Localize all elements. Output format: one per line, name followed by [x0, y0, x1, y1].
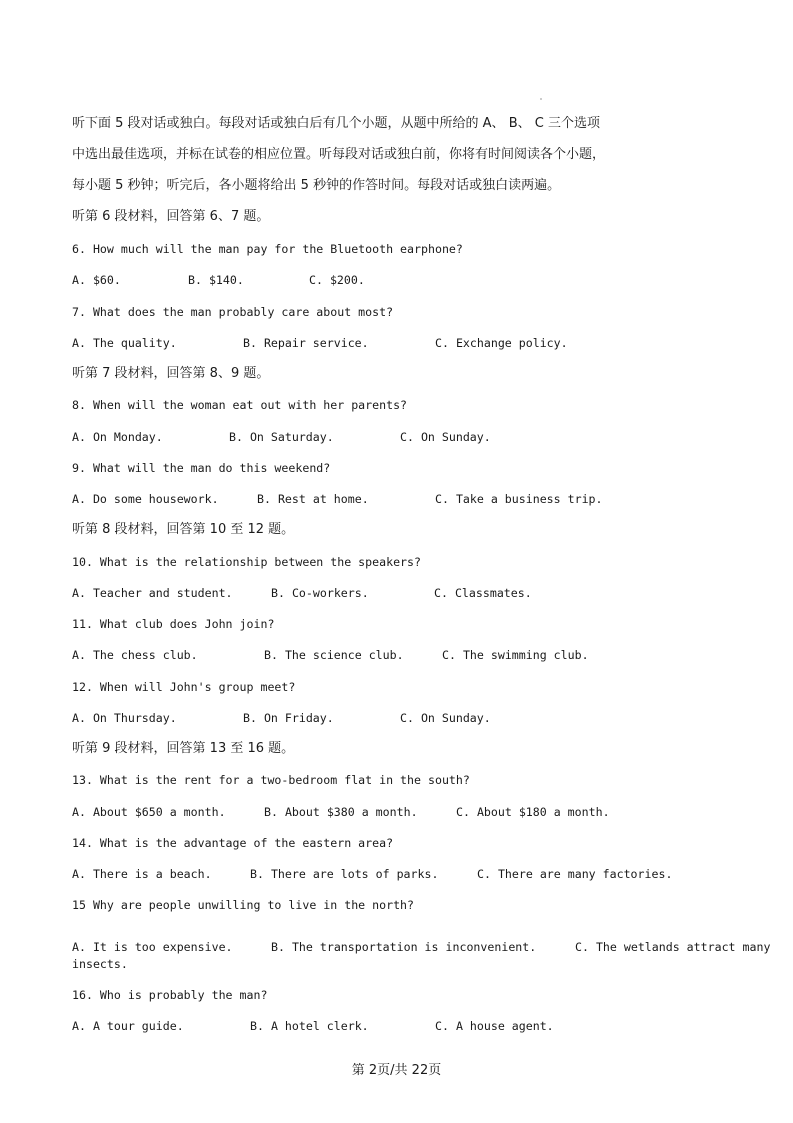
option-a: A. The quality. — [72, 336, 177, 350]
intro-line-3: 每小题 5 秒钟；听完后，各小题将给出 5 秒钟的作答时间。每段对话或独白读两遍。 — [72, 178, 561, 193]
option-b: B. A hotel clerk. — [250, 1019, 369, 1033]
option-c: C. Exchange policy. — [435, 336, 568, 350]
option-c-continuation: insects. — [72, 957, 128, 971]
option-a: A. On Monday. — [72, 430, 163, 444]
intro-line-2: 中选出最佳选项，并标在试卷的相应位置。听每段对话或独白前，你将有时间阅读各个小题， — [72, 147, 606, 162]
section-heading: 听第 8 段材料，回答第 10 至 12 题。 — [72, 522, 295, 537]
option-a: A. Teacher and student. — [72, 586, 233, 600]
question-10: 10. What is the relationship between the speakers? — [72, 555, 422, 569]
question-15: 15 Why are people unwilling to live in the north? — [72, 898, 415, 912]
option-c: C. About $180 a month. — [456, 805, 610, 819]
option-c: C. The wetlands attract many — [575, 940, 771, 954]
section-heading: 听第 6 段材料，回答第 6、7 题。 — [72, 209, 270, 224]
question-7: 7. What does the man probably care about most? — [72, 305, 394, 319]
option-a: A. The chess club. — [72, 648, 198, 662]
option-a: A. $60. — [72, 273, 121, 287]
option-c: C. On Sunday. — [400, 430, 491, 444]
question-8: 8. When will the woman eat out with her parents? — [72, 398, 408, 412]
option-a: A. There is a beach. — [72, 867, 212, 881]
option-b: B. On Friday. — [243, 711, 334, 725]
option-c: C. On Sunday. — [400, 711, 491, 725]
option-c: C. There are many factories. — [477, 867, 673, 881]
question-12: 12. When will John's group meet? — [72, 680, 296, 694]
option-b: B. There are lots of parks. — [250, 867, 439, 881]
option-b: B. Repair service. — [243, 336, 369, 350]
section-heading: 听第 9 段材料，回答第 13 至 16 题。 — [72, 741, 295, 756]
option-a: A. A tour guide. — [72, 1019, 184, 1033]
intro-line-1: 听下面 5 段对话或独白。每段对话或独白后有几个小题，从题中所给的 A、 B、 C 三个选项 — [72, 116, 600, 131]
question-13: 13. What is the rent for a two-bedroom flat in the south? — [72, 773, 470, 787]
option-c: C. The swimming club. — [442, 648, 589, 662]
option-c: C. Classmates. — [434, 586, 532, 600]
option-c: C. $200. — [309, 273, 365, 287]
option-b: B. The science club. — [264, 648, 404, 662]
option-c: C. Take a business trip. — [435, 492, 603, 506]
section-heading: 听第 7 段材料，回答第 8、9 题。 — [72, 366, 270, 381]
question-6: 6. How much will the man pay for the Bluetooth earphone? — [72, 242, 463, 256]
option-b: B. The transportation is inconvenient. — [271, 940, 537, 954]
option-a: A. Do some housework. — [72, 492, 219, 506]
option-a: A. On Thursday. — [72, 711, 177, 725]
option-b: B. Rest at home. — [257, 492, 369, 506]
question-16: 16. Who is probably the man? — [72, 988, 268, 1002]
option-a: A. About $650 a month. — [72, 805, 226, 819]
page-number: 第 2页/共 22页 — [351, 1063, 442, 1078]
question-11: 11. What club does John join? — [72, 617, 275, 631]
option-b: B. $140. — [188, 273, 244, 287]
option-b: B. On Saturday. — [229, 430, 334, 444]
option-a: A. It is too expensive. — [72, 940, 233, 954]
question-14: 14. What is the advantage of the eastern area? — [72, 836, 394, 850]
scan-speck — [540, 98, 542, 100]
option-b: B. Co-workers. — [271, 586, 369, 600]
option-b: B. About $380 a month. — [264, 805, 418, 819]
question-9: 9. What will the man do this weekend? — [72, 461, 331, 475]
option-c: C. A house agent. — [435, 1019, 554, 1033]
